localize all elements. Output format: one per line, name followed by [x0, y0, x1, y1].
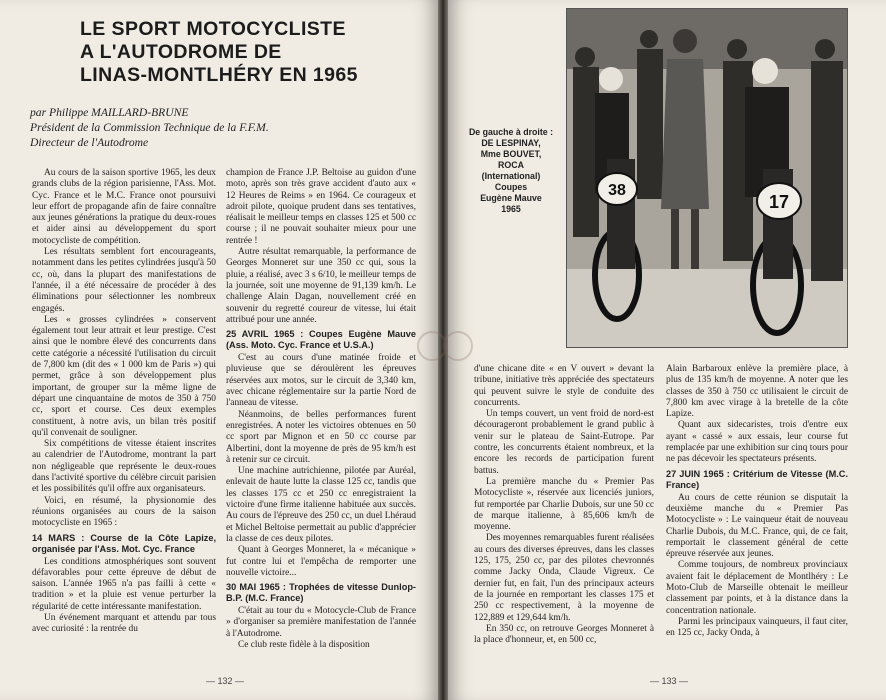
caption-line: 1965 — [501, 204, 521, 214]
left-page-column-1 — [32, 168, 216, 636]
section-heading: 27 JUIN 1965 : Critérium de Vitesse (M.C. France) — [666, 468, 848, 490]
section-heading: 30 MAI 1965 : Trophées de vitesse Dunlop-B.P. (M.C. France) — [226, 582, 416, 604]
paragraph: Voici, en résumé, la physionomie des réunions organisées au cours de la saison motocycliste en 1965 : — [32, 495, 216, 529]
paragraph: Les « grosses cylindrées » conservent également tout leur attrait et leur prestige. C'est ainsi que le nombre élevé des concurrents dans cette catégorie a nécessité l'utilisation du circuit de 7,800 km (dit des « 1 000 km de Paris ») qui permet, grâce à son développement plus important, de grouper sur la même ligne de départ une cinquantaine de motos de 350 à 750 cc, sport et course. Ces deux exemples constituent, à notre avis, un bilan très positif qu'il convenait de souligner. — [32, 314, 216, 438]
section-heading: 14 MARS : Course de la Côte Lapize, organisée par l'Ass. Mot. Cyc. France — [32, 532, 216, 554]
paragraph: Six compétitions de vitesse étaient inscrites au calendrier de l'Autodrome, montrant la part non négligeable que représente le deux-roues dans l'activité sportive du célèbre circuit parisien et les possibilités qu'il offre aux organisateurs. — [32, 439, 216, 495]
caption-line: De gauche à droite : — [468, 127, 554, 137]
caption-line: DE LESPINAY, — [481, 138, 541, 148]
paragraph: Néanmoins, de belles performances furent enregistrées. A noter les victoires obtenues en 50 cc sport par Mignon et en 50 cc course par Albertini, dont la moyenne de près de 95 km/h est à retenir sur ce circuit. — [226, 409, 416, 465]
paragraph: champion de France J.P. Beltoise au guidon d'une moto, après son très grave accident d'auto aux « 12 Heures de Reims » en 1964. Ce courageux et adroit pilote, quoique prudent dans ses tentatives, réalisait le meilleur temps en classes 125 et 500 cc course ; il ne pouvait souhaiter mieux pour une rentrée ! — [226, 168, 416, 246]
section-heading: 25 AVRIL 1965 : Coupes Eugène Mauve (Ass. Moto. Cyc. France et U.S.A.) — [226, 329, 416, 351]
paragraph: Des moyennes remarquables furent réalisées au cours des diverses épreuves, dans les classes 125, 175, 250 cc, par des pilotes chevronnés comme Jacky Onda, Claude Vigreux. Ce dernier fut, en fait, l'un des principaux acteurs de la journée en remportant les classes 175 et 250 cc respectivement, à la moyenne de 122,889 et 129,644 km/h. — [474, 533, 654, 623]
bike-number-38: 38 — [608, 182, 626, 199]
photo-illustration — [567, 9, 847, 347]
right-page-column-1 — [474, 364, 654, 646]
caption-line: Mme BOUVET, — [480, 149, 542, 159]
paragraph: Alain Barbaroux enlève la première place, à plus de 135 km/h de moyenne. A noter que les classes de 350 à 750 cc utilisaient le circuit de 7,800 km avec virage à la bretelle de la côte Lapize. — [666, 364, 848, 420]
caption-line: Coupes — [494, 182, 528, 192]
paragraph: Un événement marquant et attendu par tous avec curiosité : la rentrée du — [32, 612, 216, 635]
page-number-left: — 132 — — [206, 676, 245, 686]
caption-line: (International) — [481, 171, 541, 181]
photo-caption — [458, 127, 564, 215]
paragraph: d'une chicane dite « en V ouvert » devant la tribune, initiative très appréciée des spectateurs qui peuvent suivre le style de conduite des concurrents. — [474, 364, 654, 408]
right-page-column-2 — [666, 364, 848, 640]
paragraph: Une machine autrichienne, pilotée par Auréal, enlevait de haute lutte la classe 125 cc, tandis que les classes 175 cc et 250 cc enregistraient la victoire d'une firme italienne habituée aux succès. Au cours de l'épreuve des 250 cc, un duel Lhéraud et Michel Beltoise permettait au public d'apprécier la classe de ces deux pilotes. — [226, 466, 416, 544]
paragraph: Un temps couvert, un vent froid de nord-est décourageront probablement le grand public à venir sur le plateau de Saint-Eutrope. Par contre, les concurrents étaient nombreux, et la encore les records de participation furent battus. — [474, 409, 654, 476]
paragraph: La première manche du « Premier Pas Motocycliste », réservée aux licenciés juniors, fut remportée par Charlie Dubois, sur une 50 cc de marque italienne, à 85,606 km/h de moyenne. — [474, 476, 654, 533]
paragraph: Ce club reste fidèle à la disposition — [238, 639, 370, 650]
paragraph: Comme toujours, de nombreux provinciaux avaient fait le déplacement de Montlhéry : Le Moto-Club de Marseille obtenait le meilleur classement par points, et à la distance dans la concentration nationale. — [666, 560, 848, 616]
left-page-column-2 — [226, 168, 416, 651]
author-line: par Philippe MAILLARD-BRUNE — [30, 106, 189, 119]
author-title-line: Président de la Commission Technique de la F.F.M. — [30, 121, 269, 134]
library-stamp-icon — [414, 328, 476, 364]
paragraph: C'était au tour du « Motocycle-Club de France » d'organiser sa première manifestation de l'année à l'Autodrome. — [226, 606, 416, 639]
bike-number-17: 17 — [768, 192, 790, 212]
page-number-right: — 133 — — [650, 676, 689, 686]
paragraph: Les conditions atmosphériques sont souvent défavorables pour cette épreuve de début de saison. L'année 1965 n'a pas failli à cette « tradition » et la pluie est venue perturber la régularité de cette intéressante manifestation. — [32, 556, 216, 612]
paragraph: Au cours de la saison sportive 1965, les deux grands clubs de la région parisienne, l'Ass. Mot. Cyc. France et le M.C. France onot poursuivi leur effort de propagande afin de faire connaître aux jeunes générations la pratique du deux-roues et aider ainsi au développement du sport motocycliste de compétition. — [32, 168, 216, 246]
paragraph: En 350 cc, on retrouve Georges Monneret à la place d'honneur, et, en 500 cc, — [474, 623, 654, 646]
paragraph: Les résultats semblent fort encourageants, notamment dans les petites cylindrées jusqu'à 50 cc, où, dans la plupart des manifestations de l'année, il a été nécessaire de procéder à des éliminations pour sélectionner les nombreux engagés. — [32, 247, 216, 314]
paragraph: Au cours de cette réunion se disputait la deuxième manche du « Premier Pas Motocycliste » : Le vainqueur était de nouveau Charlie Dubois, du M.C. France, qui, de ce fait, remportait le classement général de cette épreuve réservée aux jeunes. — [666, 492, 848, 560]
paragraph: Autre résultat remarquable, la performance de Georges Monneret sur une 350 cc qui, sous la pluie, a réalisé, avec 3 s 6/10, le meilleur temps de la journée, soit une moyenne de 91,139 km/h. Le challenge Alain Dagan, nouvellement créé en souvenir du regretté coureur de vitesse, lui était attribué pour une année. — [226, 247, 416, 325]
paragraph: Quant à Georges Monneret, la « mécanique » fut contre lui et l'empêcha de remporter une nouvelle victoire... — [226, 545, 416, 578]
article-title: LE SPORT MOTOCYCLISTE A L'AUTODROME DE LINAS-MONTLHÉRY EN 1965 — [80, 18, 358, 86]
paragraph: C'est au cours d'une matinée froide et pluvieuse que se déroulèrent les épreuves réservées aux motos, sur le circuit de 3,340 km, avec chicane réglementaire sur la partie Nord de l'anneau de vitesse. — [226, 353, 416, 409]
photo-racers — [566, 8, 848, 348]
paragraph: Parmi les principaux vainqueurs, il faut citer, en 125 cc, Jacky Onda, à — [666, 616, 848, 639]
author-role-line: Directeur de l'Autodrome — [30, 136, 149, 149]
byline — [30, 105, 430, 150]
caption-line: Eugène Mauve — [480, 193, 542, 203]
caption-line: ROCA — [498, 160, 524, 170]
paragraph: Quant aux sidecaristes, trois d'entre eux ayant « cassé » aux essais, leur course fut remplacée par une exhibition sur cinq tours pour ne pas décevoir les spectateurs présents. — [666, 420, 848, 465]
